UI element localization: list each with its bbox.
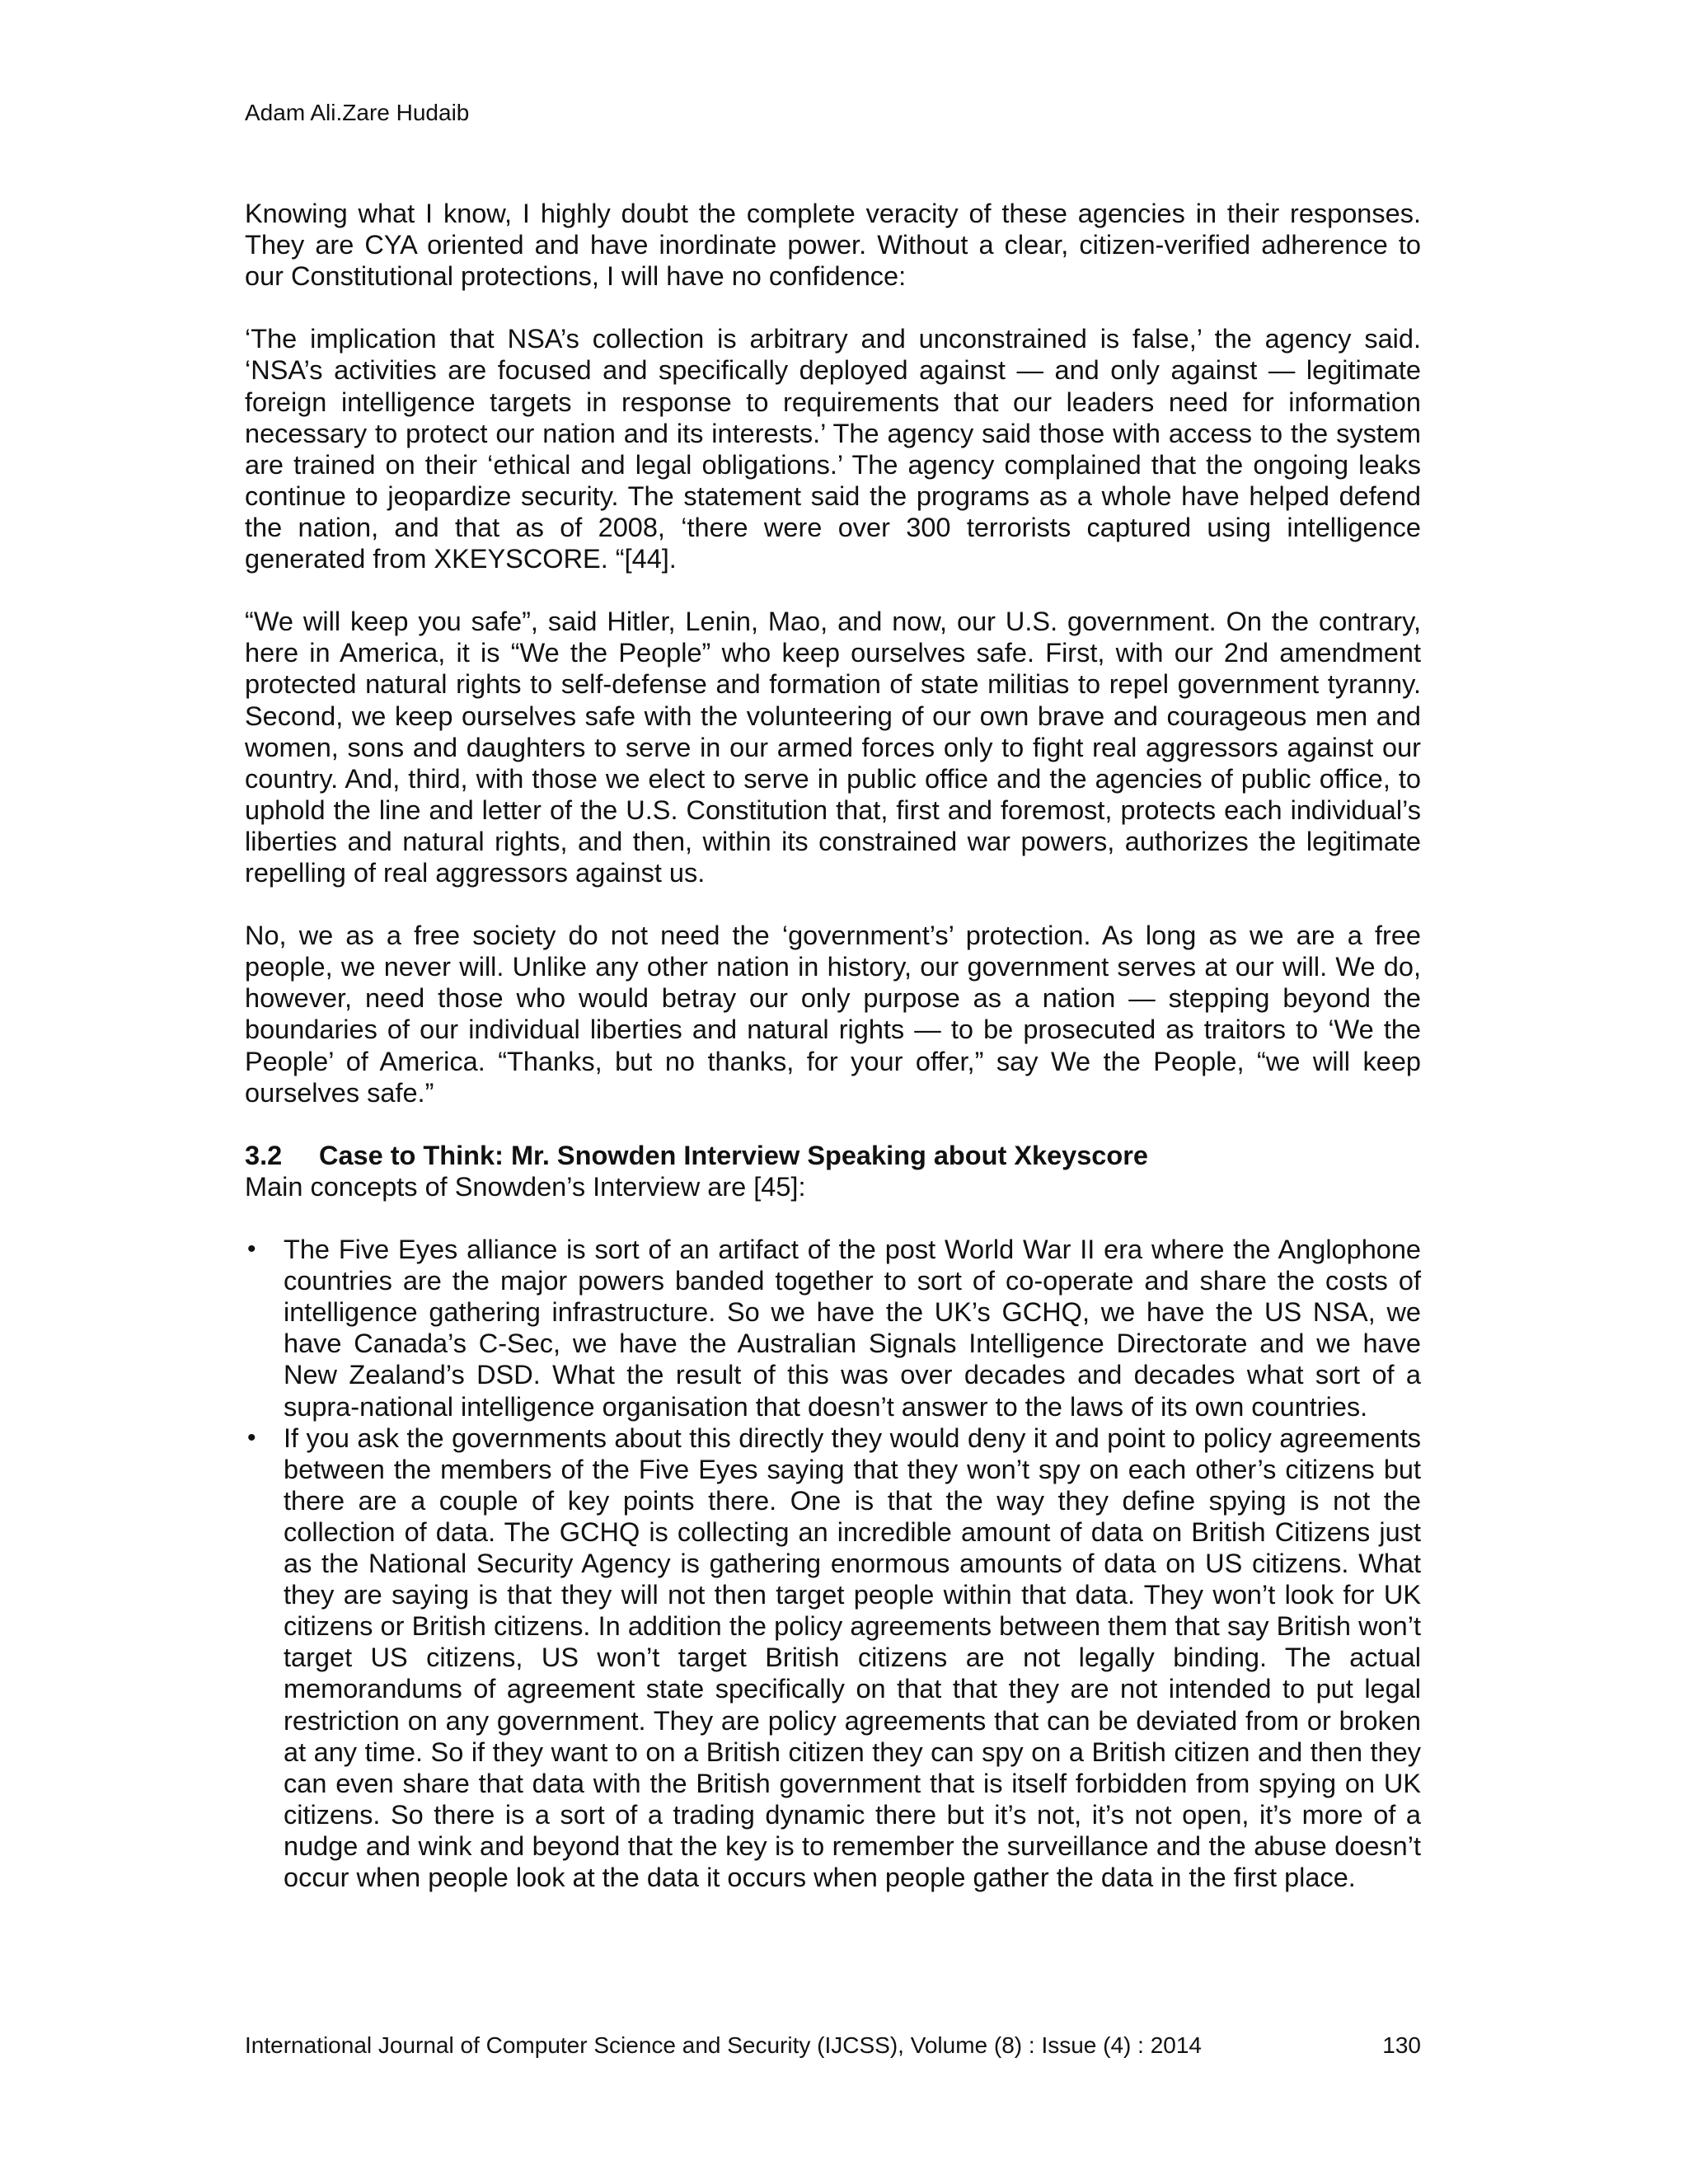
paragraph-3: “We will keep you safe”, said Hitler, Lenin, Mao, and now, our U.S. government. On the contrary, here in America, it is “We the People” who keep ourselves safe. First, with our 2nd amendment protected natural rights to self-defense and formation of state militias to repel government tyranny. Second, we keep ourselves safe with the volunteering of our own brave and courageous men and women, sons and daughters to serve in our armed forces only to fight real aggressors against our country. And, third, with those we elect to serve in public office and the agencies of public office, to uphold the line and letter of the U.S. Constitution that, first and foremost, protects each individual’s liberties and natural rights, and then, within its constrained war powers, authorizes the legitimate repelling of real aggressors against us. bbox=[245, 607, 1421, 888]
running-head: Adam Ali.Zare Hudaib bbox=[245, 100, 470, 125]
section-number: 3.2 bbox=[245, 1140, 283, 1170]
bullet-text: The Five Eyes alliance is sort of an artifact of the post World War II era where the Anglophone countries are the major powers banded together to sort of co-operate and share the costs of intelligence gathering infrastructure. So we have the UK’s GCHQ, we have the US NSA, we have Canada’s C-Sec, we have the Australian Signals Intelligence Directorate and we have New Zealand’s DSD. What the result of this was over decades and decades what sort of a supra-national intelligence organisation that doesn’t answer to the laws of its own countries. bbox=[284, 1235, 1421, 1422]
page-number: 130 bbox=[1382, 2032, 1421, 2058]
paper-page bbox=[245, 0, 1421, 2184]
bullet-text: If you ask the governments about this directly they would deny it and point to policy agreements between the members of the Five Eyes saying that they won’t spy on each other’s citizens but there are a couple of key points there. One is that the way they define spying is not the collection of data. The GCHQ is collecting an incredible amount of data on British Citizens just as the National Security Agency is gathering enormous amounts of data on US citizens. What they are saying is that they will not then target people within that data. They won’t look for UK citizens or British citizens. In addition the policy agreements between them that say British won’t target US citizens, US won’t target British citizens are not legally binding. The actual memorandums of agreement state specifically on that that they are not intended to put legal restriction on any government. They are policy agreements that can be deviated from or broken at any time. So if they want to on a British citizen they can spy on a British citizen and then they can even share that data with the British government that is itself forbidden from spying on UK citizens. So there is a sort of a trading dynamic there but it’s not, it’s not open, it’s more of a nudge and wink and beyond that the key is to remember the surveillance and the abuse doesn’t occur when people look at the data it occurs when people gather the data in the first place. bbox=[284, 1422, 1421, 1892]
section-heading bbox=[245, 1140, 1421, 1171]
bullet-item-2 bbox=[245, 1422, 1421, 1893]
bullet-icon: • bbox=[247, 1235, 256, 1263]
bullet-icon: • bbox=[247, 1423, 256, 1451]
body-text bbox=[245, 198, 1421, 1893]
section-intro: Main concepts of Snowden’s Interview are [45]: bbox=[245, 1171, 806, 1202]
bullet-list bbox=[245, 1234, 1421, 1893]
paragraph-1: Knowing what I know, I highly doubt the complete veracity of these agencies in their responses. They are CYA oriented and have inordinate power. Without a clear, citizen-verified adherence to our Constitutional protections, I will have no confidence: bbox=[245, 199, 1421, 292]
section-title: Case to Think: Mr. Snowden Interview Speaking about Xkeyscore bbox=[319, 1140, 1148, 1170]
paragraph-2: ‘The implication that NSA’s collection is arbitrary and unconstrained is false,’ the agency said. ‘NSA’s activities are focused and specifically deployed against — and only against — legitimate foreign intelligence targets in response to requirements that our leaders need for information necessary to protect our nation and its interests.’ The agency said those with access to the system are trained on their ‘ethical and legal obligations.’ The agency complained that the ongoing leaks continue to jeopardize security. The statement said the programs as a whole have helped defend the nation, and that as of 2008, ‘there were over 300 terrorists captured using intelligence generated from XKEYSCORE. “[44]. bbox=[245, 324, 1421, 574]
journal-citation: International Journal of Computer Science and Security (IJCSS), Volume (8) : Issue (4) : 2014 bbox=[245, 2032, 1203, 2058]
paragraph-4: No, we as a free society do not need the ‘government’s’ protection. As long as we are a free people, we never will. Unlike any other nation in history, our government serves at our will. We do, however, need those who would betray our only purpose as a nation — stepping beyond the boundaries of our individual liberties and natural rights — to be prosecuted as traitors to ‘We the People’ of America. “Thanks, but no thanks, for your offer,” say We the People, “we will keep ourselves safe.” bbox=[245, 921, 1421, 1108]
page-footer bbox=[245, 2031, 1421, 2060]
bullet-item-1 bbox=[245, 1234, 1421, 1422]
